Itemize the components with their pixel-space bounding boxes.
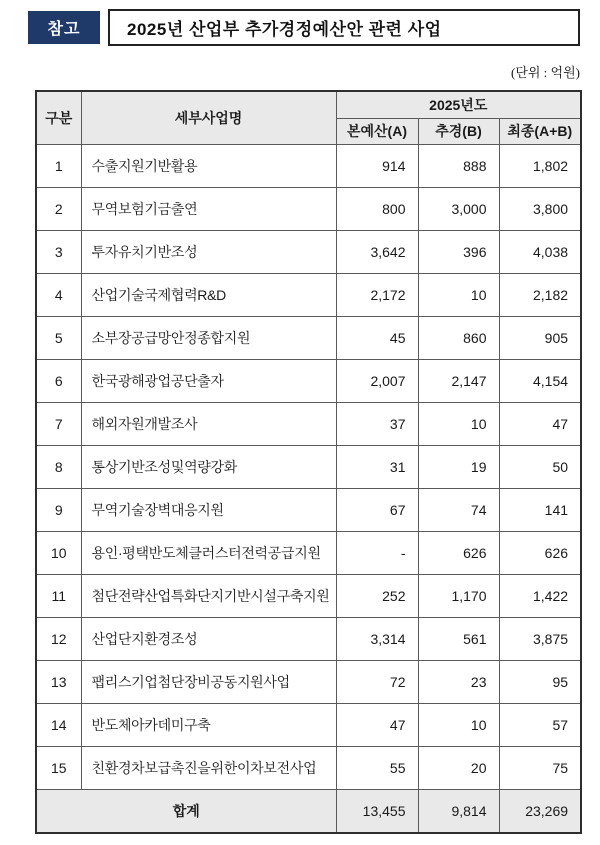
row-number: 1 (36, 144, 81, 187)
row-number: 2 (36, 187, 81, 230)
base-budget-value: 3,642 (336, 230, 418, 273)
table-row (36, 316, 581, 359)
header-year-group: 2025년도 (336, 91, 581, 118)
row-number: 4 (36, 273, 81, 316)
table-row (36, 488, 581, 531)
base-budget-value: 252 (336, 574, 418, 617)
supplement-value: 626 (418, 531, 499, 574)
project-name: 수출지원기반활용 (81, 144, 336, 187)
table-row (36, 144, 581, 187)
final-value: 905 (499, 316, 581, 359)
project-name: 해외자원개발조사 (81, 402, 336, 445)
base-budget-value: 2,007 (336, 359, 418, 402)
final-value: 2,182 (499, 273, 581, 316)
project-name: 한국광해광업공단출자 (81, 359, 336, 402)
project-name: 투자유치기반조성 (81, 230, 336, 273)
final-value: 1,802 (499, 144, 581, 187)
table-row (36, 574, 581, 617)
supplement-value: 10 (418, 703, 499, 746)
base-budget-value: 55 (336, 746, 418, 789)
reference-badge: 참고 (28, 11, 100, 44)
base-budget-value: 914 (336, 144, 418, 187)
base-budget-value: 47 (336, 703, 418, 746)
final-value: 3,875 (499, 617, 581, 660)
supplement-value: 10 (418, 402, 499, 445)
row-number: 12 (36, 617, 81, 660)
table-row (36, 402, 581, 445)
base-budget-value: 31 (336, 445, 418, 488)
table-row (36, 187, 581, 230)
row-number: 15 (36, 746, 81, 789)
row-number: 9 (36, 488, 81, 531)
final-value: 47 (499, 402, 581, 445)
final-value: 57 (499, 703, 581, 746)
project-name: 무역기술장벽대응지원 (81, 488, 336, 531)
project-name: 통상기반조성및역량강화 (81, 445, 336, 488)
base-budget-value: 45 (336, 316, 418, 359)
title-box (108, 9, 580, 46)
project-name: 팹리스기업첨단장비공동지원사업 (81, 660, 336, 703)
supplement-value: 860 (418, 316, 499, 359)
supplement-value: 561 (418, 617, 499, 660)
project-name: 무역보험기금출연 (81, 187, 336, 230)
final-value: 1,422 (499, 574, 581, 617)
table-row (36, 746, 581, 789)
document-header (28, 9, 580, 46)
final-value: 3,800 (499, 187, 581, 230)
header-base-budget: 본예산(A) (336, 118, 418, 144)
table-footer (36, 789, 581, 833)
base-budget-value: 2,172 (336, 273, 418, 316)
final-value: 95 (499, 660, 581, 703)
row-number: 6 (36, 359, 81, 402)
supplement-value: 23 (418, 660, 499, 703)
row-number: 11 (36, 574, 81, 617)
row-number: 10 (36, 531, 81, 574)
base-budget-value: 72 (336, 660, 418, 703)
supplement-value: 10 (418, 273, 499, 316)
total-base-value: 13,455 (336, 789, 418, 833)
final-value: 141 (499, 488, 581, 531)
supplement-value: 396 (418, 230, 499, 273)
row-number: 5 (36, 316, 81, 359)
final-value: 75 (499, 746, 581, 789)
row-number: 3 (36, 230, 81, 273)
row-number: 7 (36, 402, 81, 445)
budget-table (35, 90, 582, 834)
project-name: 용인·평택반도체클러스터전력공급지원 (81, 531, 336, 574)
row-number: 8 (36, 445, 81, 488)
supplement-value: 74 (418, 488, 499, 531)
header-project-name: 세부사업명 (81, 91, 336, 144)
table-body (36, 144, 581, 789)
final-value: 4,154 (499, 359, 581, 402)
project-name: 친환경차보급촉진을위한이차보전사업 (81, 746, 336, 789)
total-supplement-value: 9,814 (418, 789, 499, 833)
table-row (36, 273, 581, 316)
table-row (36, 703, 581, 746)
final-value: 626 (499, 531, 581, 574)
base-budget-value: 3,314 (336, 617, 418, 660)
base-budget-value: - (336, 531, 418, 574)
total-row (36, 789, 581, 833)
page-title: 2025년 산업부 추가경정예산안 관련 사업 (127, 20, 442, 39)
table-row (36, 359, 581, 402)
table-row (36, 660, 581, 703)
supplement-value: 19 (418, 445, 499, 488)
supplement-value: 20 (418, 746, 499, 789)
row-number: 13 (36, 660, 81, 703)
table-row (36, 230, 581, 273)
project-name: 첨단전략산업특화단지기반시설구축지원 (81, 574, 336, 617)
project-name: 소부장공급망안정종합지원 (81, 316, 336, 359)
base-budget-value: 37 (336, 402, 418, 445)
table-row (36, 531, 581, 574)
project-name: 반도체아카데미구축 (81, 703, 336, 746)
row-number: 14 (36, 703, 81, 746)
header-supplement-budget: 추경(B) (418, 118, 499, 144)
table-row (36, 445, 581, 488)
project-name: 산업단지환경조성 (81, 617, 336, 660)
table-header (36, 91, 581, 144)
table-row (36, 617, 581, 660)
header-category: 구분 (36, 91, 81, 144)
total-label: 합계 (36, 789, 336, 833)
final-value: 4,038 (499, 230, 581, 273)
header-row-year (36, 91, 581, 118)
unit-note: (단위 : 억원) (510, 65, 580, 80)
project-name: 산업기술국제협력R&D (81, 273, 336, 316)
total-final-value: 23,269 (499, 789, 581, 833)
final-value: 50 (499, 445, 581, 488)
base-budget-value: 67 (336, 488, 418, 531)
base-budget-value: 800 (336, 187, 418, 230)
supplement-value: 2,147 (418, 359, 499, 402)
supplement-value: 3,000 (418, 187, 499, 230)
header-final-budget: 최종(A+B) (499, 118, 581, 144)
supplement-value: 1,170 (418, 574, 499, 617)
supplement-value: 888 (418, 144, 499, 187)
